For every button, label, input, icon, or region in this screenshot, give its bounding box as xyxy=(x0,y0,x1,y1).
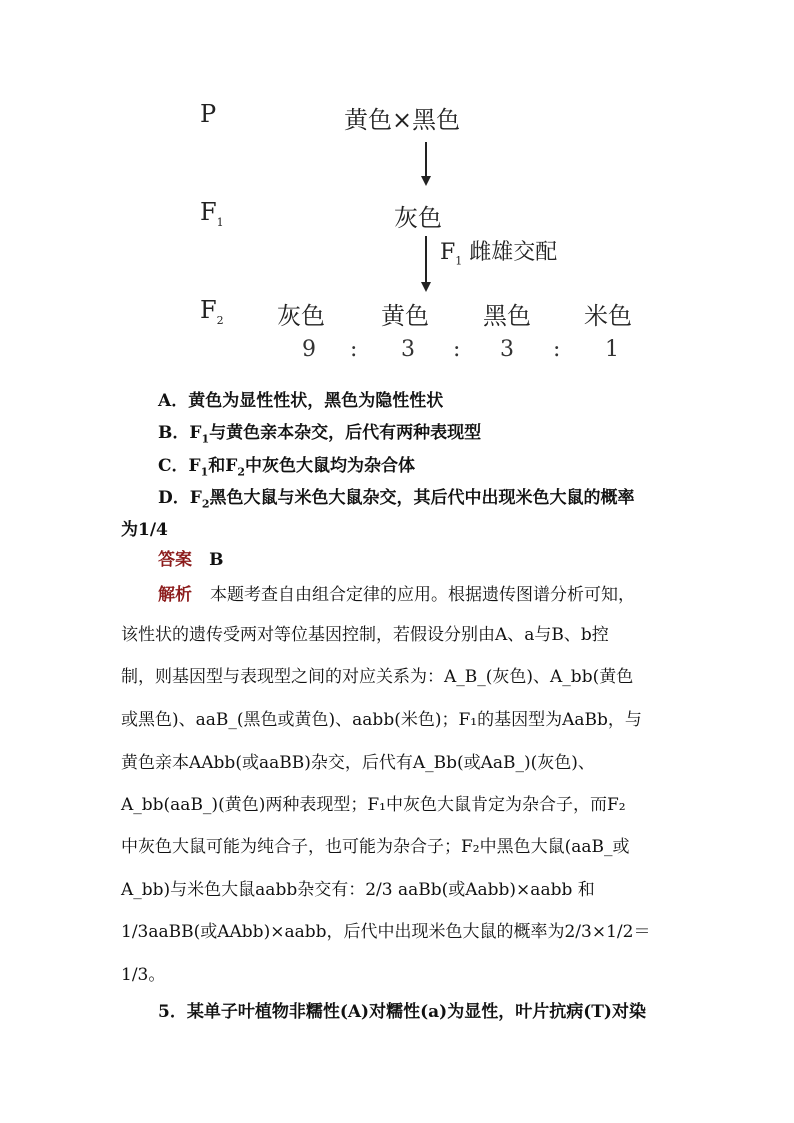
analysis-line: 该性状的遗传受两对等位基因控制，若假设分别由A、a与B、b控 xyxy=(121,625,609,645)
option-c: C．$F_1$和$F_2$中灰色大鼠均为杂合体 xyxy=(158,456,415,479)
f1-mating-note: $F_1$ 雌雄交配 xyxy=(440,240,558,268)
ratio-value: 1 xyxy=(605,337,619,362)
ratio-value: 3 xyxy=(401,337,415,362)
arrow-f1-to-f2 xyxy=(425,236,427,284)
question-5-stem: 5．某单子叶植物非糯性(A)对糯性(a)为显性，叶片抗病(T)对染 xyxy=(158,1002,646,1022)
analysis-line: 黄色亲本AAbb(或aaBB)杂交，后代有A_Bb(或AaB_)(灰色)、 xyxy=(121,753,595,773)
analysis-line: 中灰色大鼠可能为纯合子，也可能为杂合子；F₂中黑色大鼠(aaB_或 xyxy=(121,837,630,857)
answer-value: B xyxy=(209,550,224,570)
f2-generation-label: $F_2$ xyxy=(200,296,224,327)
answer-row xyxy=(158,545,223,570)
f2-phenotype: 灰色 xyxy=(277,302,325,330)
analysis-line: 制，则基因型与表现型之间的对应关系为：A_B_(灰色)、A_bb(黄色 xyxy=(121,667,634,687)
option-a: A．黄色为显性性状，黑色为隐性性状 xyxy=(158,391,444,411)
analysis-line: 1/3aaBB(或AAbb)×aabb，后代中出现米色大鼠的概率为2/3×1/2＝ xyxy=(121,922,651,942)
ratio-separator: : xyxy=(553,337,561,362)
ratio-value: 9 xyxy=(302,337,316,362)
f2-phenotype: 米色 xyxy=(584,302,632,330)
f2-phenotype: 黄色 xyxy=(381,302,429,330)
option-b: B．$F_1$与黄色亲本杂交，后代有两种表现型 xyxy=(158,423,482,446)
analysis-line: 本题考查自由组合定律的应用。根据遗传图谱分析可知， xyxy=(210,585,635,605)
parental-cross: 黄色×黑色 xyxy=(344,106,461,134)
arrow-p-to-f1 xyxy=(425,142,427,178)
analysis-line: 1/3。 xyxy=(121,965,166,985)
ratio-separator: : xyxy=(453,337,461,362)
f1-phenotype: 灰色 xyxy=(394,204,442,232)
option-d-continued: 为1/4 xyxy=(121,520,168,540)
answer-label: 答案 xyxy=(158,550,192,570)
analysis-line: A_bb)与米色大鼠aabb杂交有：2/3 aaBb(或Aabb)×aabb 和 xyxy=(121,880,595,900)
arrow-head-icon xyxy=(421,176,431,186)
ratio-separator: : xyxy=(350,337,358,362)
option-d: D．$F_2$黑色大鼠与米色大鼠杂交，其后代中出现米色大鼠的概率 xyxy=(158,488,635,511)
f2-phenotype: 黑色 xyxy=(483,302,531,330)
ratio-value: 3 xyxy=(500,337,514,362)
analysis-label: 解析 xyxy=(158,585,192,605)
arrow-head-icon xyxy=(421,282,431,292)
analysis-line: A_bb(aaB_)(黄色)两种表现型；F₁中灰色大鼠肯定为杂合子，而F₂ xyxy=(121,795,626,815)
f1-generation-label: $F_1$ xyxy=(200,198,224,229)
analysis-line: 或黑色)、aaB_(黑色或黄色)、aabb(米色)；F₁的基因型为AaBb，与 xyxy=(121,710,642,730)
p-generation-label: P xyxy=(200,100,217,128)
